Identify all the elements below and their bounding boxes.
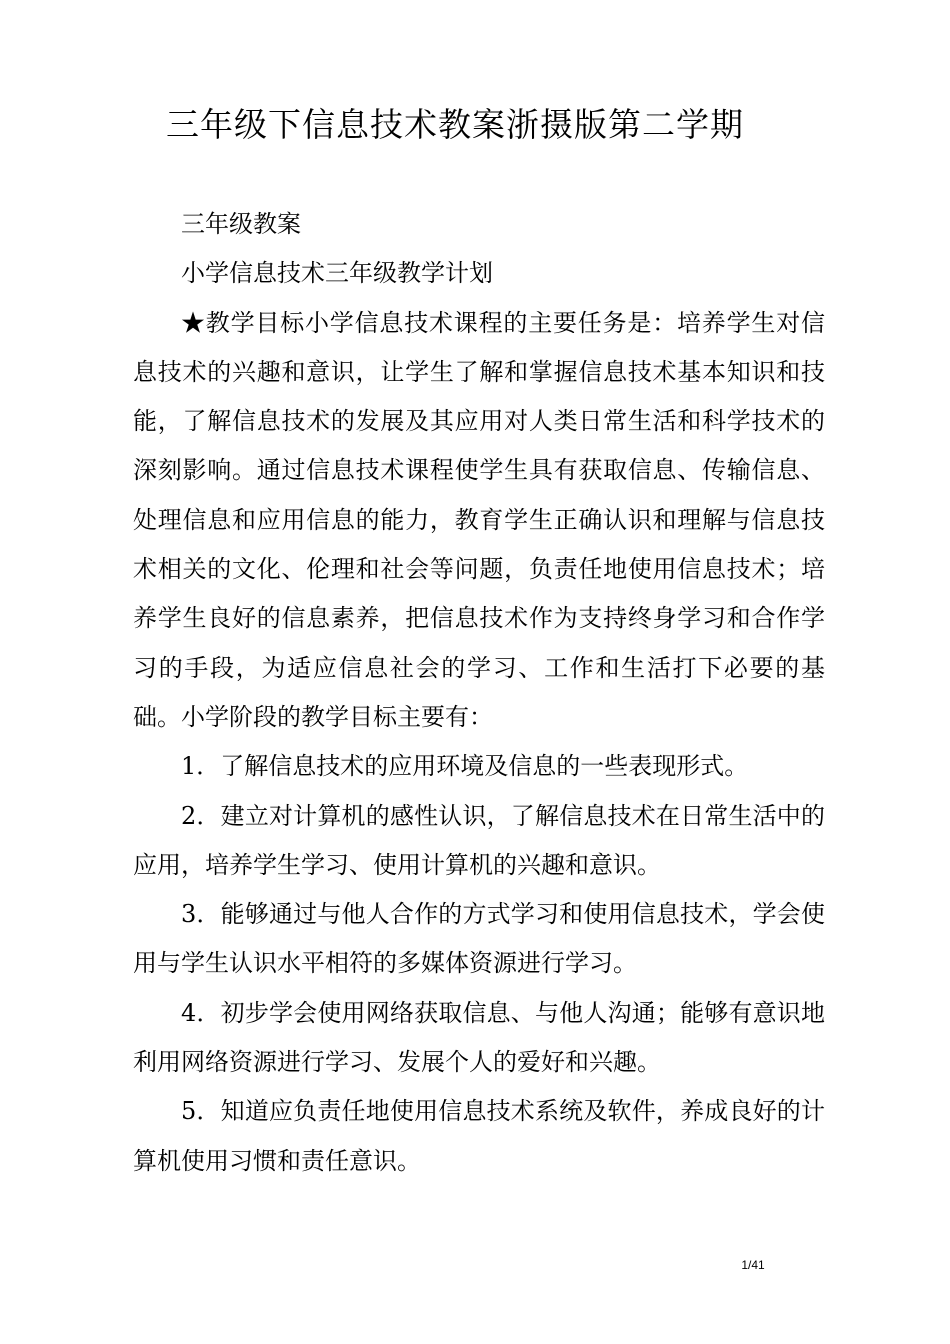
document-title: 三年级下信息技术教案浙摄版第二学期 <box>166 105 744 144</box>
paragraph-teaching-goals: ★教学目标小学信息技术课程的主要任务是：培养学生对信息技术的兴趣和意识，让学生了解和掌握信息技术基本知识和技能，了解信息技术的发展及其应用对人类日常生活和科学技术的深刻影响。通过信息技术课程使学生具有获取信息、传输信息、处理信息和应用信息的能力，教育学生正确认识和理解与信息技术相关的文化、伦理和社会等问题，负责任地使用信息技术；培养学生良好的信息素养，把信息技术作为支持终身学习和合作学习的手段，为适应信息社会的学习、工作和生活打下必要的基础。小学阶段的教学目标主要有： <box>133 308 825 731</box>
list-item-goal-1: 1．了解信息技术的应用环境及信息的一些表现形式。 <box>181 752 749 781</box>
list-item-goal-3: 3．能够通过与他人合作的方式学习和使用信息技术，学会使用与学生认识水平相符的多媒体资源进行学习。 <box>133 900 825 978</box>
list-item-goal-4: 4．初步学会使用网络获取信息、与他人沟通；能够有意识地利用网络资源进行学习、发展个人的爱好和兴趣。 <box>133 998 825 1077</box>
paragraph-teaching-plan-heading: 小学信息技术三年级教学计划 <box>181 259 493 288</box>
page-number: 1/41 <box>741 1258 765 1272</box>
document-body <box>133 200 825 1186</box>
list-item-goal-5: 5．知道应负责任地使用信息技术系统及软件，养成良好的计算机使用习惯和责任意识。 <box>133 1097 825 1175</box>
list-item-goal-2: 2．建立对计算机的感性认识，了解信息技术在日常生活中的应用，培养学生学习、使用计算机的兴趣和意识。 <box>133 801 825 879</box>
paragraph-grade-plan: 三年级教案 <box>181 210 301 238</box>
